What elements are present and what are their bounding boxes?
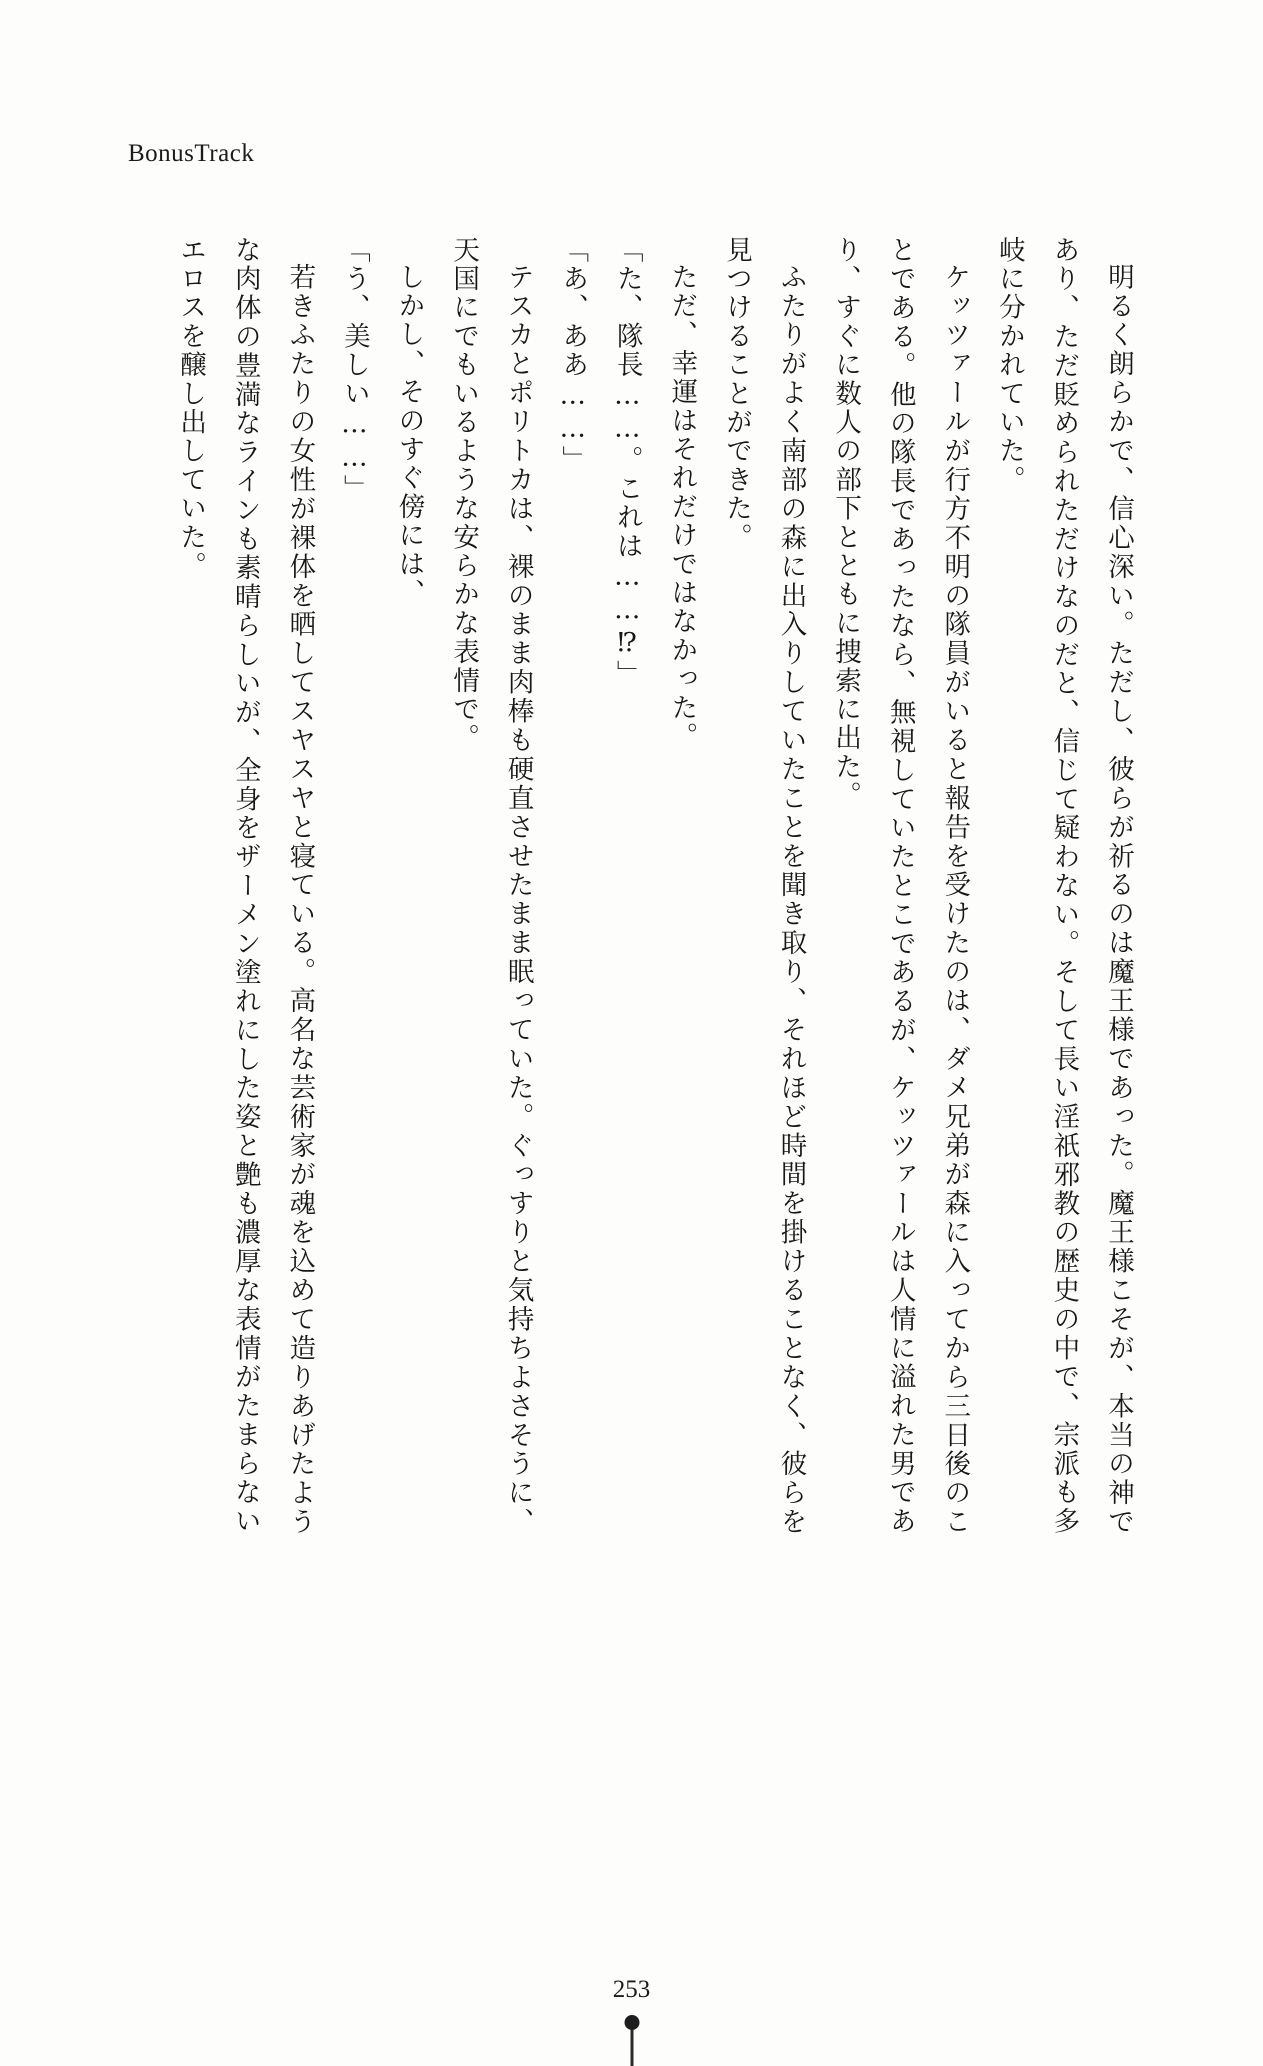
body-text-vertical	[125, 236, 1145, 1536]
paragraph: しかし、そのすぐ傍には、	[393, 262, 425, 607]
paragraph: ふたりがよく南部の森に出入りしていたことを聞き取り、それほど時間を掛けることなく、彼らを見つけることができた。	[720, 236, 807, 1536]
paragraph-dialogue: 「あ、ああ……」	[557, 236, 589, 475]
footer-dot-icon	[624, 2015, 639, 2030]
running-head: BonusTrack	[128, 140, 255, 167]
paragraph-dialogue: 「た、隊長……。これは……⁉」	[611, 236, 643, 689]
paragraph: 明るく朗らかで、信心深い。ただし、彼らが祈るのは魔王様であった。魔王様こそが、本当の神であり、ただ貶められただけなのだと、信じて疑わない。そして長い淫祇邪教の歴史の中で、宗派も多岐に分かれていた。	[993, 236, 1134, 1536]
paragraph-dialogue: 「う、美しい……」	[338, 236, 370, 504]
paragraph: ただ、幸運はそれだけではなかった。	[666, 262, 698, 751]
paragraph: テスカとポリトカは、裸のまま肉棒も硬直させたまま眠っていた。ぐっすりと気持ちよさそうに、天国にでもいるような安らかな表情で。	[448, 236, 534, 1536]
paragraph: 若きふたりの女性が裸体を晒してスヤスヤと寝ている。高名な芸術家が魂を込めて造りあげたような肉体の豊満なラインも素晴らしいが、全身をザーメン塗れにした姿と艶も濃厚な表情がたまらないエロスを醸し出していた。	[175, 236, 316, 1536]
paragraph: ケッツァールが行方不明の隊員がいると報告を受けたのは、ダメ兄弟が森に入ってから三日後のことである。他の隊長であったなら、無視していたとこであるが、ケッツァールは人情に溢れた男であり、すぐに数人の部下とともに捜索に出た。	[830, 236, 971, 1536]
page-number: 253	[612, 1976, 651, 2003]
